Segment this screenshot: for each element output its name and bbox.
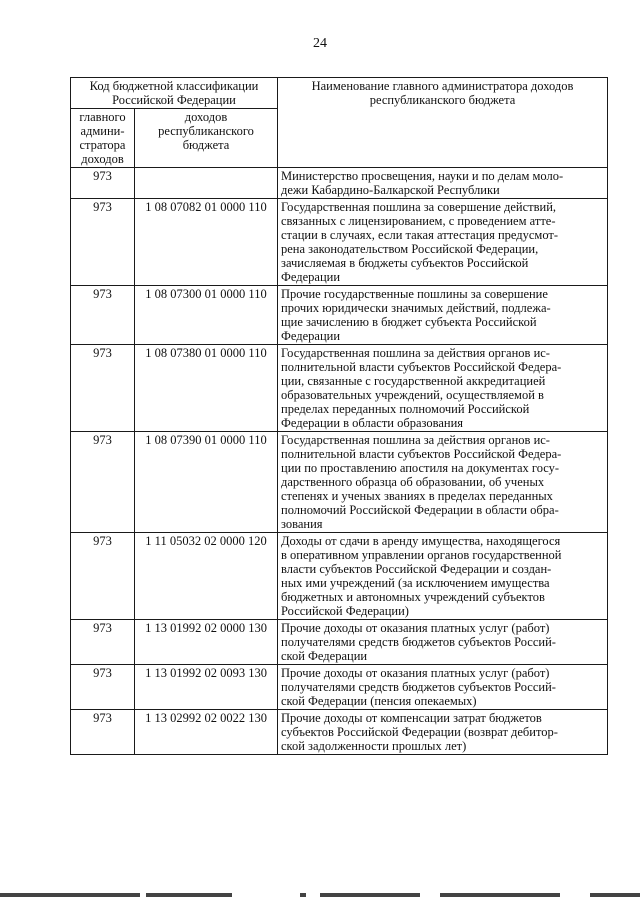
header-income-line: бюджета (182, 138, 230, 152)
header-group-cell (71, 78, 278, 109)
header-admin-cell (71, 109, 135, 168)
income-code-cell: 1 11 05032 02 0000 120 (135, 533, 278, 620)
name-line: ской Федерации (281, 649, 368, 663)
admin-code-cell: 973 (71, 533, 135, 620)
table-row (71, 432, 608, 533)
header-admin-line: главного (79, 110, 126, 124)
table-row (71, 665, 608, 710)
name-line: бюджетных и автономных учреждений субъектов (281, 590, 545, 604)
table-row (71, 345, 608, 432)
table-row (71, 286, 608, 345)
name-line: в оперативном управлении органов государственной (281, 548, 562, 562)
header-group-line: Код бюджетной классификации (89, 79, 259, 93)
income-code-cell: 1 13 02992 02 0022 130 (135, 710, 278, 755)
name-line: ции по проставлению апостиля на документах госу- (281, 461, 560, 475)
income-code-cell (135, 168, 278, 199)
name-line: ных ими учреждений (за исключением имущества (281, 576, 550, 590)
header-name-line: Наименование главного администратора доходов (311, 79, 574, 93)
name-line: Государственная пошлина за действия органов ис- (281, 433, 550, 447)
header-income-line: доходов (184, 110, 228, 124)
header-row-group (71, 78, 608, 109)
name-line: щие зачислению в бюджет субъекта Российской (281, 315, 537, 329)
table-row (71, 620, 608, 665)
header-group-line: Российской Федерации (112, 93, 236, 107)
name-line: ции, связанные с государственной аккредитацией (281, 374, 546, 388)
table-row (71, 199, 608, 286)
administrator-name-cell (278, 199, 608, 286)
name-line: получателями средств бюджетов субъектов Россий- (281, 635, 556, 649)
administrator-name-cell (278, 710, 608, 755)
name-line: дарственного образца об образовании, об ученых (281, 475, 545, 489)
name-line: Федерации в области образования (281, 416, 464, 430)
name-line: Государственная пошлина за действия органов ис- (281, 346, 550, 360)
name-line: стации в случаях, если такая аттестация предусмот- (281, 228, 559, 242)
income-code-cell: 1 08 07390 01 0000 110 (135, 432, 278, 533)
administrator-name-cell (278, 345, 608, 432)
name-line: Федерации (281, 270, 341, 284)
name-line: Доходы от сдачи в аренду имущества, находящегося (281, 534, 561, 548)
name-line: Государственная пошлина за совершение действий, (281, 200, 557, 214)
table-body (71, 78, 608, 755)
income-code-cell: 1 13 01992 02 0000 130 (135, 620, 278, 665)
name-line: зования (281, 517, 323, 531)
administrator-name-cell (278, 168, 608, 199)
income-code-cell: 1 08 07300 01 0000 110 (135, 286, 278, 345)
admin-code-cell: 973 (71, 286, 135, 345)
name-line: рена законодательством Российской Федерации, (281, 242, 539, 256)
name-line: Прочие доходы от оказания платных услуг (работ) (281, 666, 550, 680)
name-line: прочих юридически значимых действий, подлежа- (281, 301, 551, 315)
admin-code-cell: 973 (71, 710, 135, 755)
header-name-cell (278, 78, 608, 168)
name-line: Прочие доходы от оказания платных услуг (работ) (281, 621, 550, 635)
header-admin-line: админи- (80, 124, 125, 138)
header-income-line: республиканского (158, 124, 254, 138)
name-line: образовательных учреждений, осуществляемой в (281, 388, 544, 402)
name-line: полномочий Российской Федерации в области обра- (281, 503, 559, 517)
budget-classification-table (70, 77, 608, 755)
admin-code-cell: 973 (71, 199, 135, 286)
administrator-name-cell (278, 665, 608, 710)
page-number: 24 (313, 36, 327, 51)
admin-code-cell: 973 (71, 168, 135, 199)
name-line: Федерации (281, 329, 341, 343)
income-code-cell: 1 08 07082 01 0000 110 (135, 199, 278, 286)
admin-code-cell: 973 (71, 665, 135, 710)
admin-code-cell: 973 (71, 345, 135, 432)
header-admin-line: стратора (79, 138, 126, 152)
header-income-cell (135, 109, 278, 168)
table-row (71, 533, 608, 620)
name-line: власти субъектов Российской Федерации и создан- (281, 562, 552, 576)
name-line: ской задолженности прошлых лет) (281, 739, 467, 753)
name-line: Прочие государственные пошлины за совершение (281, 287, 548, 301)
admin-code-cell: 973 (71, 432, 135, 533)
name-line: Прочие доходы от компенсации затрат бюджетов (281, 711, 542, 725)
table-row (71, 710, 608, 755)
administrator-name-cell (278, 432, 608, 533)
name-line: Российской Федерации) (281, 604, 409, 618)
admin-code-cell: 973 (71, 620, 135, 665)
administrator-name-cell (278, 286, 608, 345)
name-line: зачисляемая в бюджеты субъектов Российской (281, 256, 529, 270)
name-line: пределах переданных полномочий Российской (281, 402, 530, 416)
income-code-cell: 1 13 01992 02 0093 130 (135, 665, 278, 710)
name-line: степенях и ученых званиях в пределах переданных (281, 489, 553, 503)
header-admin-line: доходов (81, 152, 124, 166)
administrator-name-cell (278, 620, 608, 665)
name-line: получателями средств бюджетов субъектов Россий- (281, 680, 556, 694)
table-row (71, 168, 608, 199)
name-line: Министерство просвещения, науки и по делам моло- (281, 169, 564, 183)
name-line: ской Федерации (пенсия опекаемых) (281, 694, 477, 708)
administrator-name-cell (278, 533, 608, 620)
name-line: полнительной власти субъектов Российской Федера- (281, 447, 562, 461)
header-name-line: республиканского бюджета (369, 93, 516, 107)
name-line: полнительной власти субъектов Российской Федера- (281, 360, 562, 374)
scan-artifact-line (0, 893, 640, 897)
name-line: связанных с лицензированием, с проведением атте- (281, 214, 556, 228)
name-line: дежи Кабардино-Балкарской Республики (281, 183, 500, 197)
name-line: субъектов Российской Федерации (возврат дебитор- (281, 725, 558, 739)
income-code-cell: 1 08 07380 01 0000 110 (135, 345, 278, 432)
